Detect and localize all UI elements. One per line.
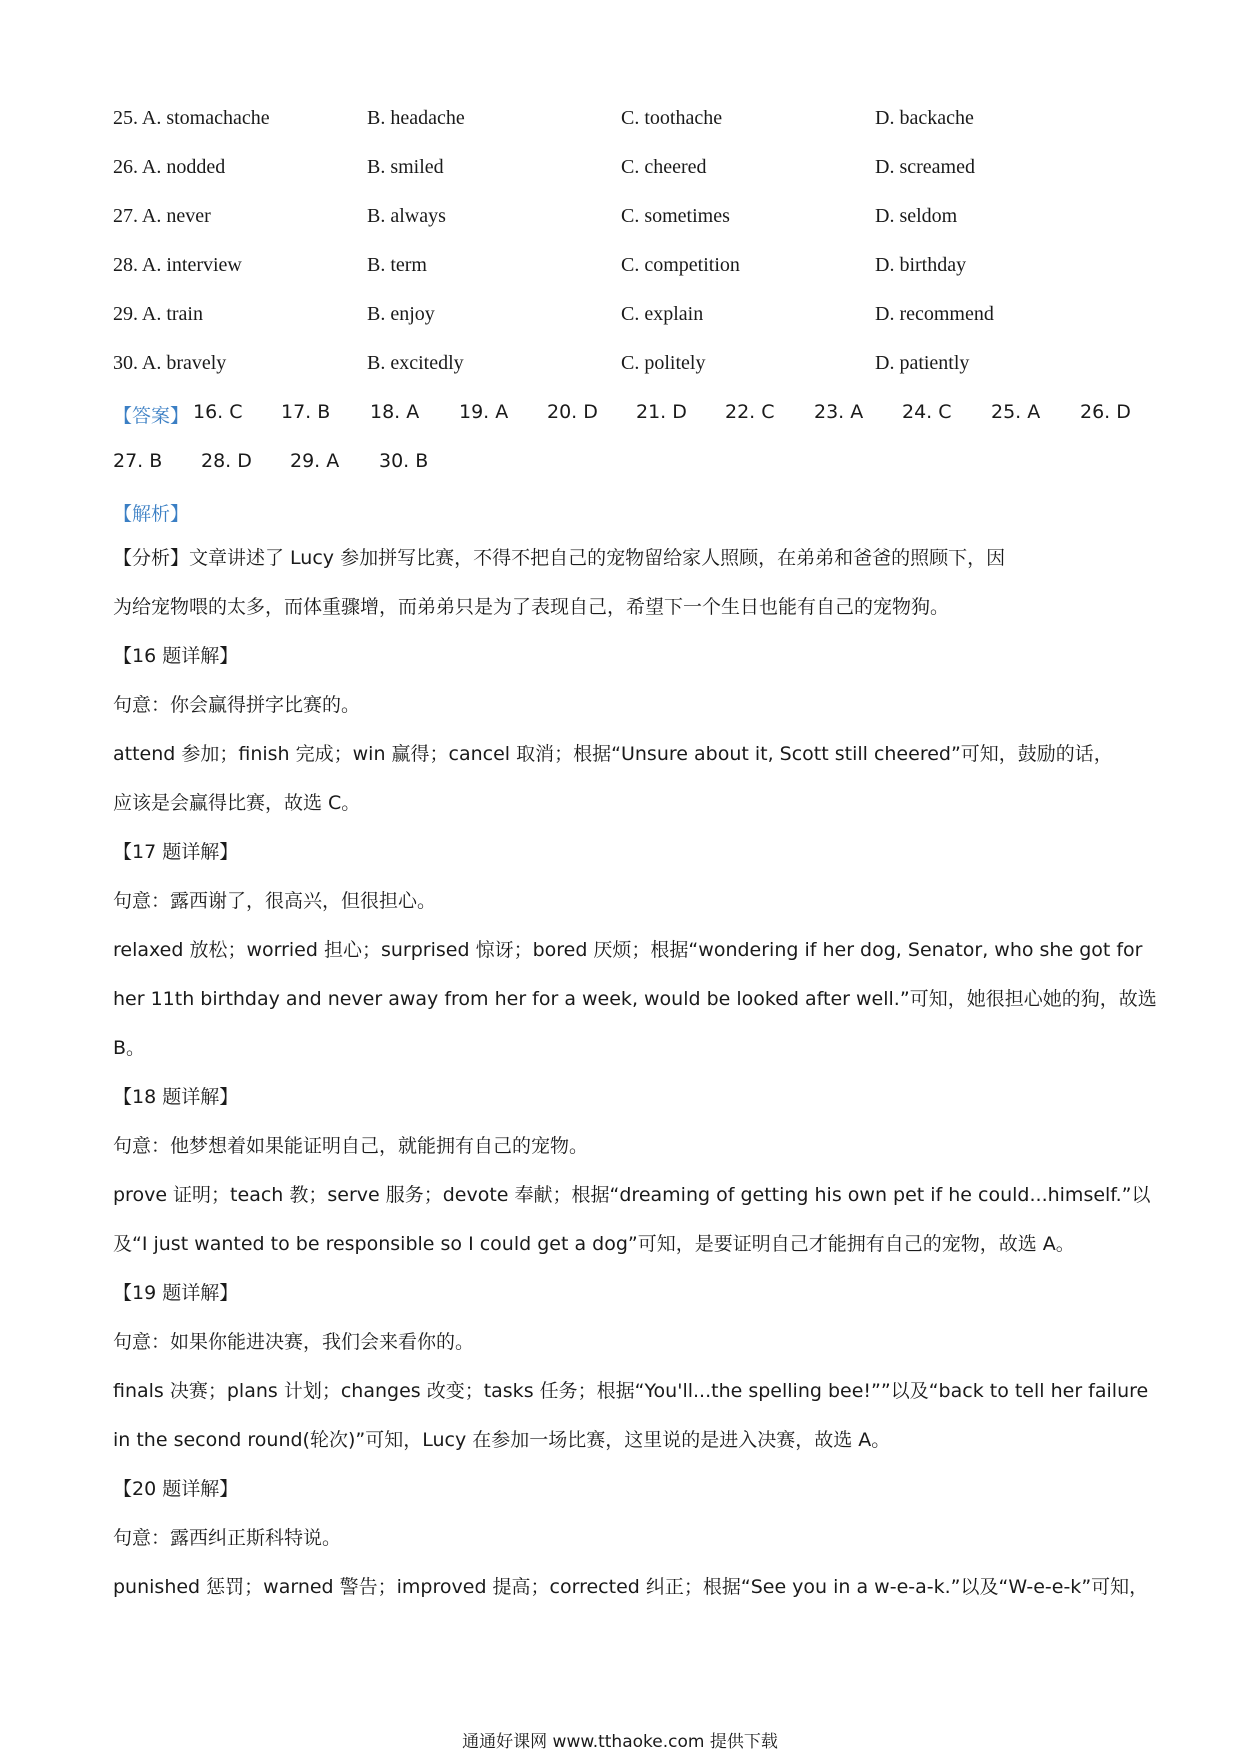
answer-item: 29. A [290, 450, 340, 472]
answer-line [113, 450, 1133, 480]
option-row [113, 205, 1133, 235]
answer-item: 27. B [113, 450, 163, 472]
option-a: 26. A. nodded [113, 156, 226, 178]
option-b: B. enjoy [367, 303, 435, 325]
option-b: B. headache [367, 107, 465, 129]
answer-item: 16. C [193, 401, 243, 423]
option-row [113, 156, 1133, 186]
text-line: prove 证明；teach 教；serve 服务；devote 奉献；根据“dreaming of getting his own pet if he could...himself.”以 [113, 1184, 1151, 1206]
option-row [113, 254, 1133, 284]
text-line: 句意：露西谢了，很高兴，但很担心。 [113, 890, 437, 912]
text-line: 及“I just wanted to be responsible so I could get a dog”可知，是要证明自己才能拥有自己的宠物，故选 A。 [113, 1233, 1075, 1255]
answer-item: 23. A [814, 401, 864, 423]
answer-tag: 【答案】 [113, 405, 190, 427]
option-a: 29. A. train [113, 303, 203, 325]
option-d: D. seldom [875, 205, 958, 227]
analysis-tag: 【解析】 [113, 503, 190, 525]
section-heading: 【19 题详解】 [113, 1282, 239, 1304]
option-d: D. screamed [875, 156, 975, 178]
option-a: 27. A. never [113, 205, 211, 227]
option-c: C. politely [621, 352, 706, 374]
text-line: 【分析】文章讲述了 Lucy 参加拼写比赛，不得不把自己的宠物留给家人照顾，在弟弟和爸爸的照顾下，因 [113, 547, 1006, 569]
answer-item: 25. A [991, 401, 1041, 423]
option-c: C. cheered [621, 156, 707, 178]
text-line: in the second round(轮次)”可知，Lucy 在参加一场比赛，这里说的是进入决赛，故选 A。 [113, 1429, 891, 1451]
answer-line [113, 401, 1133, 431]
option-d: D. backache [875, 107, 974, 129]
option-b: B. excitedly [367, 352, 464, 374]
section-heading: 【20 题详解】 [113, 1478, 239, 1500]
page-footer: 通通好课网 www.tthaoke.com 提供下载 [462, 1732, 778, 1752]
section-heading: 【18 题详解】 [113, 1086, 239, 1108]
text-line: 句意：如果你能进决赛，我们会来看你的。 [113, 1331, 475, 1353]
text-line: finals 决赛；plans 计划；changes 改变；tasks 任务；根据“You'll...the spelling bee!””以及“back to tell her failure [113, 1380, 1149, 1402]
option-c: C. explain [621, 303, 704, 325]
text-line: 句意：你会赢得拼字比赛的。 [113, 694, 361, 716]
answer-item: 22. C [725, 401, 775, 423]
answer-item: 30. B [379, 450, 429, 472]
option-c: C. sometimes [621, 205, 730, 227]
answer-item: 19. A [459, 401, 509, 423]
answer-item: 18. A [370, 401, 420, 423]
option-c: C. toothache [621, 107, 723, 129]
text-line: relaxed 放松；worried 担心；surprised 惊讶；bored 厌烦；根据“wondering if her dog, Senator, who she got for [113, 939, 1143, 961]
text-line: her 11th birthday and never away from her for a week, would be looked after well.”可知，她很担心她的狗，故选 [113, 988, 1157, 1010]
option-row [113, 352, 1133, 382]
section-heading: 【16 题详解】 [113, 645, 239, 667]
text-line: B。 [113, 1037, 146, 1059]
option-a: 28. A. interview [113, 254, 242, 276]
option-d: D. patiently [875, 352, 970, 374]
option-d: D. birthday [875, 254, 967, 276]
text-line: punished 惩罚；warned 警告；improved 提高；corrected 纠正；根据“See you in a w-e-a-k.”以及“W-e-e-k”可知， [113, 1576, 1149, 1598]
option-b: B. smiled [367, 156, 444, 178]
option-row [113, 107, 1133, 137]
text-line: 为给宠物喂的太多，而体重骤增，而弟弟只是为了表现自己，希望下一个生日也能有自己的宠物狗。 [113, 596, 950, 618]
option-b: B. always [367, 205, 446, 227]
option-c: C. competition [621, 254, 740, 276]
answer-item: 17. B [281, 401, 331, 423]
answer-item: 21. D [636, 401, 687, 423]
text-line: 应该是会赢得比赛，故选 C。 [113, 792, 361, 814]
text-line: 句意：他梦想着如果能证明自己，就能拥有自己的宠物。 [113, 1135, 589, 1157]
section-heading: 【17 题详解】 [113, 841, 239, 863]
answer-item: 28. D [201, 450, 252, 472]
answer-item: 26. D [1080, 401, 1131, 423]
option-d: D. recommend [875, 303, 994, 325]
option-a: 30. A. bravely [113, 352, 227, 374]
option-a: 25. A. stomachache [113, 107, 270, 129]
answer-item: 24. C [902, 401, 952, 423]
answer-item: 20. D [547, 401, 598, 423]
text-line: 句意：露西纠正斯科特说。 [113, 1527, 342, 1549]
text-line: attend 参加；finish 完成；win 赢得；cancel 取消；根据“Unsure about it, Scott still cheered”可知，鼓励的话， [113, 743, 1113, 765]
option-b: B. term [367, 254, 427, 276]
option-row [113, 303, 1133, 333]
